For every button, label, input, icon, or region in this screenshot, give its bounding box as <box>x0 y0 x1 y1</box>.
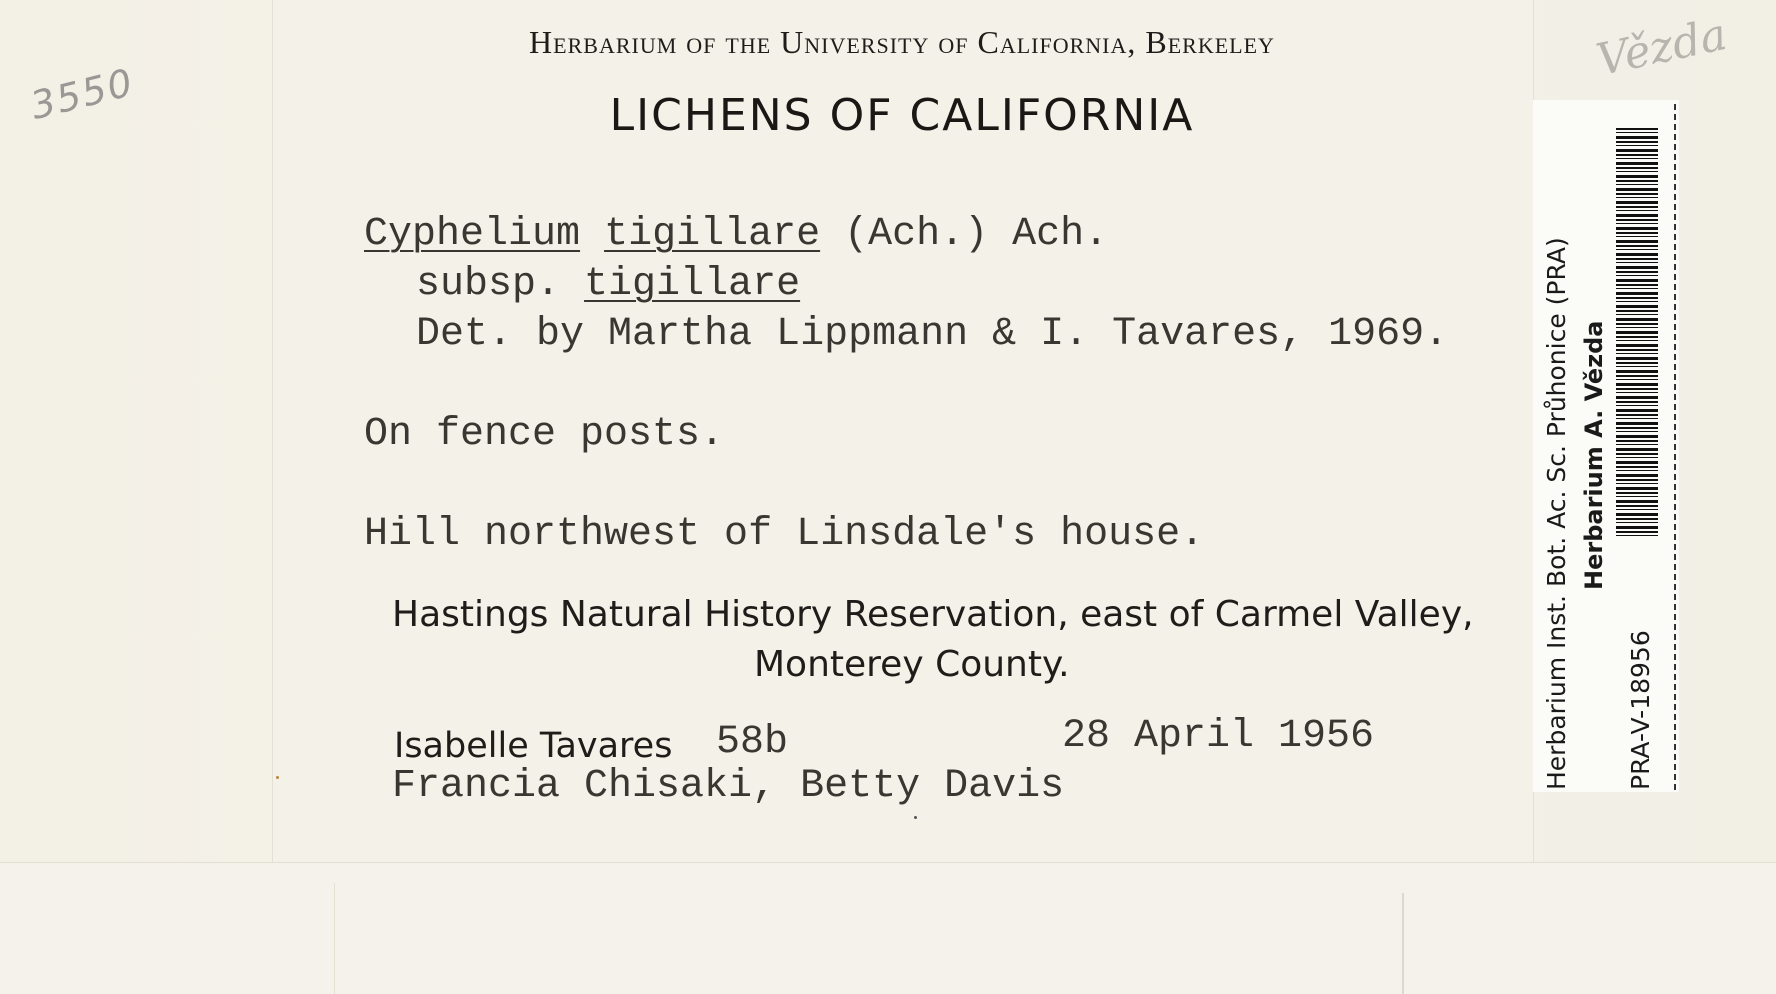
subspecies-line <box>416 262 800 307</box>
institution-heading: Herbarium of the University of California, Berkeley <box>529 24 1275 60</box>
substrate: On fence posts. <box>364 412 725 457</box>
collection-number: 58b <box>716 720 789 765</box>
ink-dot <box>914 816 917 819</box>
envelope-seam <box>1402 893 1404 994</box>
genus: Cyphelium <box>364 212 581 257</box>
determination: Det. by Martha Lippmann & I. Tavares, 1969. <box>416 312 1449 357</box>
infra-epithet: tigillare <box>584 262 801 307</box>
stamp-herbarium: Herbarium A. Vězda <box>1580 320 1608 590</box>
collection-date: 28 April 1956 <box>1062 714 1375 759</box>
co-collectors: Francia Chisaki, Betty Davis <box>392 764 1065 809</box>
locality-line-1: Hastings Natural History Reservation, east of Carmel Valley, <box>392 594 1474 635</box>
stamp-specimen-id: PRA-V-18956 <box>1626 630 1655 790</box>
envelope-seam <box>334 883 335 994</box>
author: (Ach.) Ach. <box>844 212 1109 257</box>
locality-detail: Hill northwest of Linsdale's house. <box>364 512 1205 557</box>
series-title: LICHENS OF CALIFORNIA <box>609 90 1195 141</box>
taxon-line <box>364 212 1108 257</box>
epithet: tigillare <box>604 212 821 257</box>
locality-line-2: Monterey County. <box>754 644 1070 685</box>
envelope-edge <box>0 862 1776 994</box>
pencil-signature: Vězda <box>1592 8 1732 87</box>
collector: Isabelle Tavares <box>394 726 673 766</box>
stamp-institute: Herbarium Inst. Bot. Ac. Sc. Průhonice (PRA) <box>1542 237 1571 790</box>
pencil-accession-number: 3550 <box>26 59 139 129</box>
stamp-dashed-border <box>1674 104 1676 790</box>
barcode <box>1616 128 1658 538</box>
paper-speck <box>276 776 279 779</box>
rank: subsp. <box>416 262 561 307</box>
